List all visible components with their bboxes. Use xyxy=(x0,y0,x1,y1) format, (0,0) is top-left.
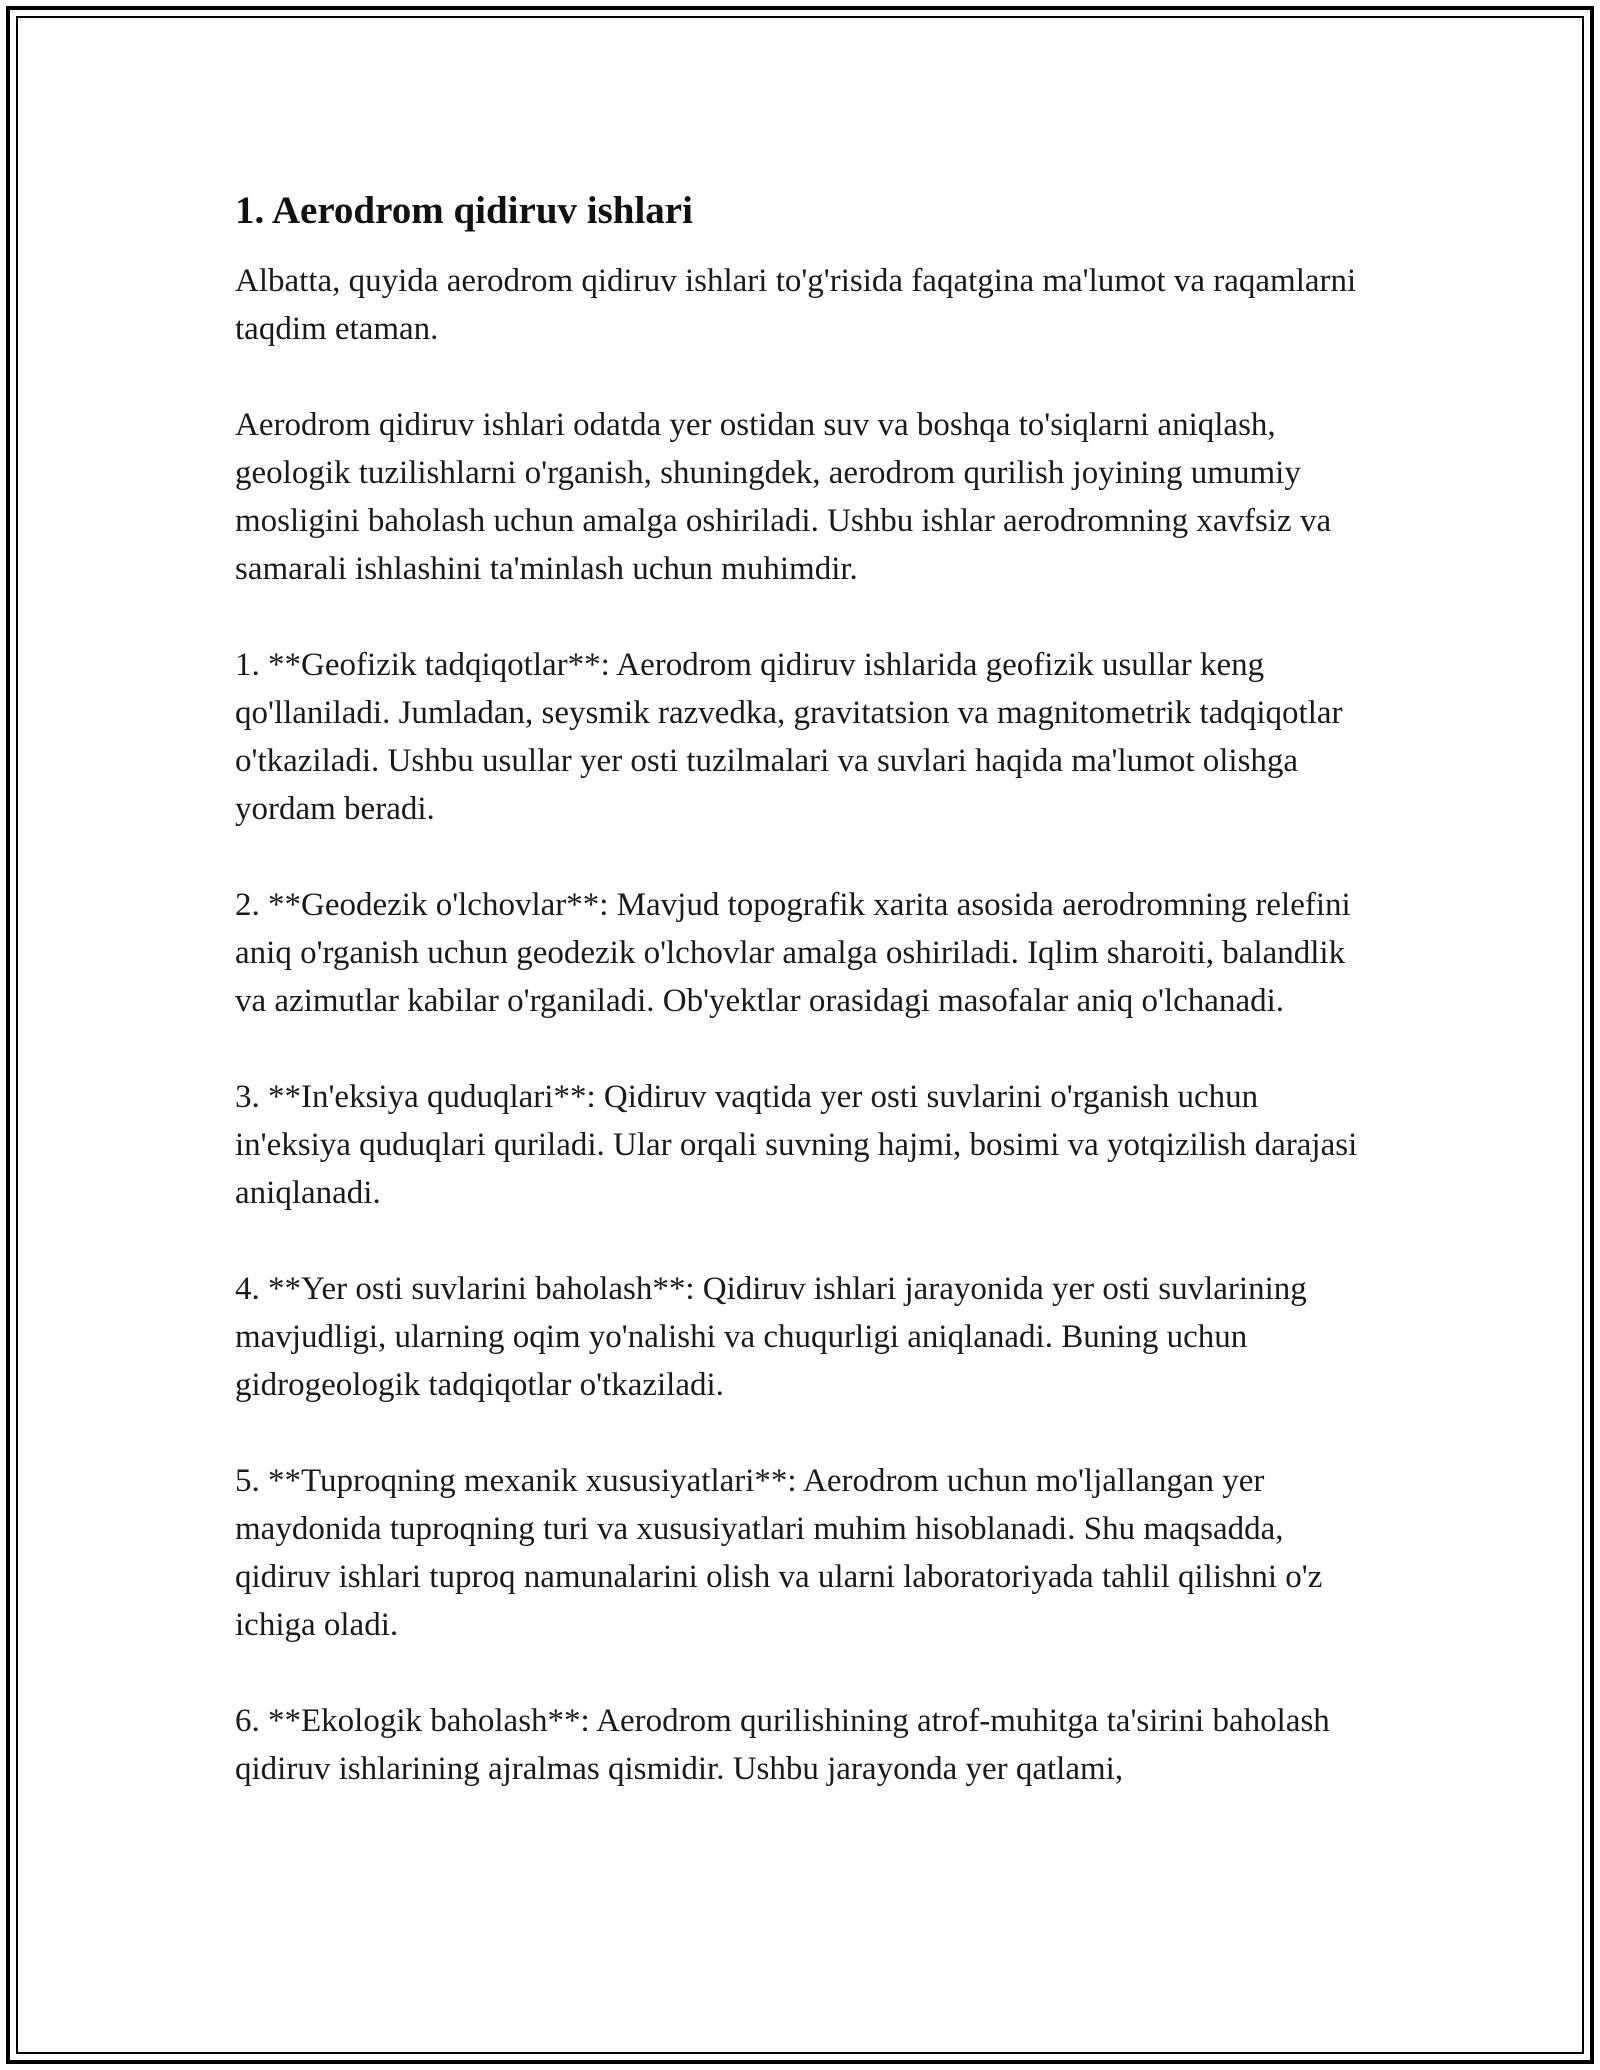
document-page xyxy=(235,185,1375,1841)
paragraph-item-1: 1. **Geofizik tadqiqotlar**: Aerodrom qidiruv ishlarida geofizik usullar keng qo'llaniladi. Jumladan, seysmik razvedka, gravitatsion va magnitometrik tadqiqotlar o'tkaziladi. Ushbu usullar yer osti tuzilmalari va suvlari haqida ma'lumot olishga yordam beradi. xyxy=(235,647,1343,827)
paragraph-item-3: 3. **In'eksiya quduqlari**: Qidiruv vaqtida yer osti suvlarini o'rganish uchun in'eksiya quduqlari quriladi. Ular orqali suvning hajmi, bosimi va yotqizilish darajasi aniqlanadi. xyxy=(235,1079,1358,1211)
paragraph-intro: Albatta, quyida aerodrom qidiruv ishlari to'g'risida faqatgina ma'lumot va raqamlarni taqdim etaman. xyxy=(235,263,1357,347)
paragraph-overview: Aerodrom qidiruv ishlari odatda yer ostidan suv va boshqa to'siqlarni aniqlash, geologik tuzilishlarni o'rganish, shuningdek, aerodrom qurilish joyining umumiy mosligini baholash uchun amalga oshiriladi. Ushbu ishlar aerodromning xavfsiz va samarali ishlashini ta'minlash uchun muhimdir. xyxy=(235,407,1332,587)
paragraph-item-4: 4. **Yer osti suvlarini baholash**: Qidiruv ishlari jarayonida yer osti suvlarining mavjudligi, ularning oqim yo'nalishi va chuqurligi aniqlanadi. Buning uchun gidrogeologik tadqiqotlar o'tkaziladi. xyxy=(235,1271,1307,1403)
paragraph-item-2: 2. **Geodezik o'lchovlar**: Mavjud topografik xarita asosida aerodromning relefini aniq o'rganish uchun geodezik o'lchovlar amalga oshiriladi. Iqlim sharoiti, balandlik va azimutlar kabilar o'rganiladi. Ob'yektlar orasidagi masofalar aniq o'lchanadi. xyxy=(235,887,1351,1019)
paragraph-item-5: 5. **Tuproqning mexanik xususiyatlari**: Aerodrom uchun mo'ljallangan yer maydonida tuproqning turi va xususiyatlari muhim hisoblanadi. Shu maqsadda, qidiruv ishlari tuproq namunalarini olish va ularni laboratoriyada tahlil qilishni o'z ichiga oladi. xyxy=(235,1463,1323,1643)
paragraph-item-6: 6. **Ekologik baholash**: Aerodrom qurilishining atrof-muhitga ta'sirini baholash qidiruv ishlarining ajralmas qismidir. Ushbu jarayonda yer qatlami, xyxy=(235,1703,1330,1787)
document-title: 1. Aerodrom qidiruv ishlari xyxy=(235,189,693,232)
